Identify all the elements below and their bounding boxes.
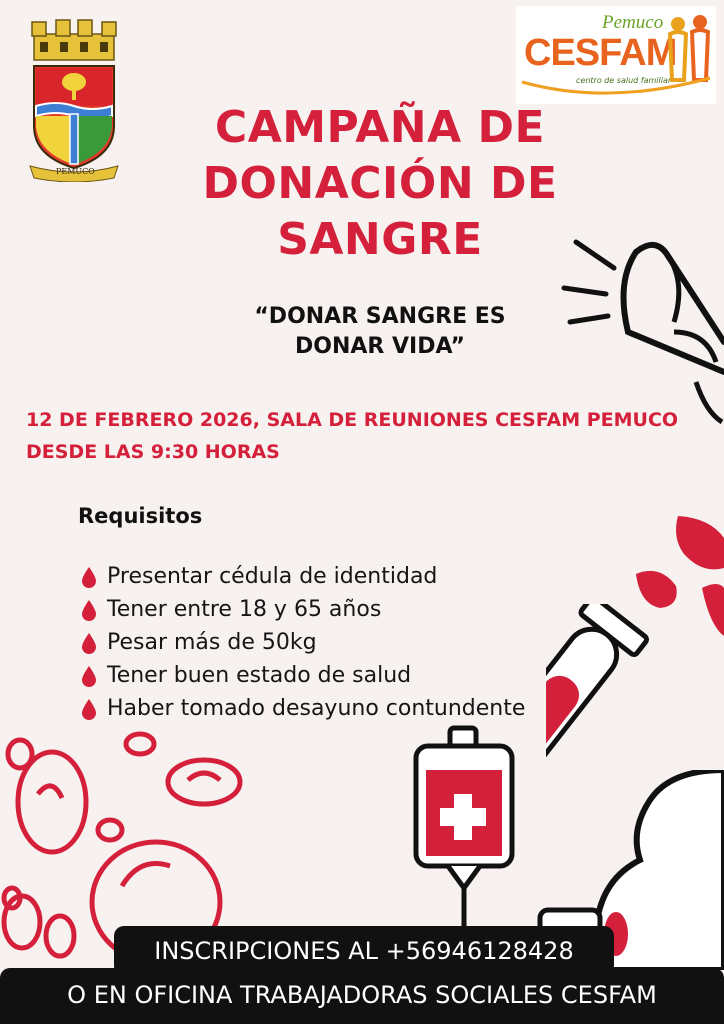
blood-drop-icon — [80, 599, 98, 621]
registration-office-banner: O EN OFICINA TRABAJADORAS SOCIALES CESFAM — [0, 968, 724, 1024]
title-line-2: DONACIÓN DE — [202, 158, 558, 209]
list-item — [80, 692, 525, 725]
slogan — [205, 302, 555, 362]
blood-bag-icon — [410, 724, 520, 934]
list-item — [80, 659, 525, 692]
event-details — [26, 404, 724, 468]
requirement-text: Tener buen estado de salud — [107, 663, 412, 688]
blood-drop-icon — [80, 698, 98, 720]
requirements-list — [80, 560, 525, 725]
list-item — [80, 626, 525, 659]
registration-phone-banner: INSCRIPCIONES AL +56946128428 — [114, 926, 614, 976]
blood-drop-icon — [80, 632, 98, 654]
title-line-3: SANGRE — [277, 214, 483, 265]
cesfam-logo — [516, 6, 716, 104]
event-date-place: 12 DE FEBRERO 2026, SALA DE REUNIONES CESFAM PEMUCO — [26, 409, 679, 431]
logo-swoosh — [518, 72, 714, 102]
coat-of-arms-icon — [26, 16, 122, 182]
requirement-text: Haber tomado desayuno contundente — [107, 696, 526, 721]
requirement-text: Pesar más de 50kg — [107, 630, 317, 655]
logo-pemuco-text: Pemuco — [602, 12, 664, 33]
shield-label: PEMUCO — [56, 167, 95, 176]
title-line-1: CAMPAÑA DE — [214, 102, 546, 153]
slogan-line-1: “DONAR SANGRE ES — [254, 304, 506, 329]
requirement-text: Presentar cédula de identidad — [107, 564, 438, 589]
requirement-text: Tener entre 18 y 65 años — [107, 597, 382, 622]
list-item — [80, 593, 525, 626]
logo-subtitle: centro de salud familiar — [576, 76, 672, 85]
logo-cesfam-text: CESFAM — [524, 32, 677, 74]
blood-drop-icon — [80, 566, 98, 588]
requirements-title: Requisitos — [78, 504, 203, 528]
list-item — [80, 560, 525, 593]
campaign-title — [160, 100, 600, 268]
blood-drop-icon — [80, 665, 98, 687]
event-time: DESDE LAS 9:30 HORAS — [26, 441, 280, 463]
slogan-line-2: DONAR VIDA” — [295, 334, 465, 359]
